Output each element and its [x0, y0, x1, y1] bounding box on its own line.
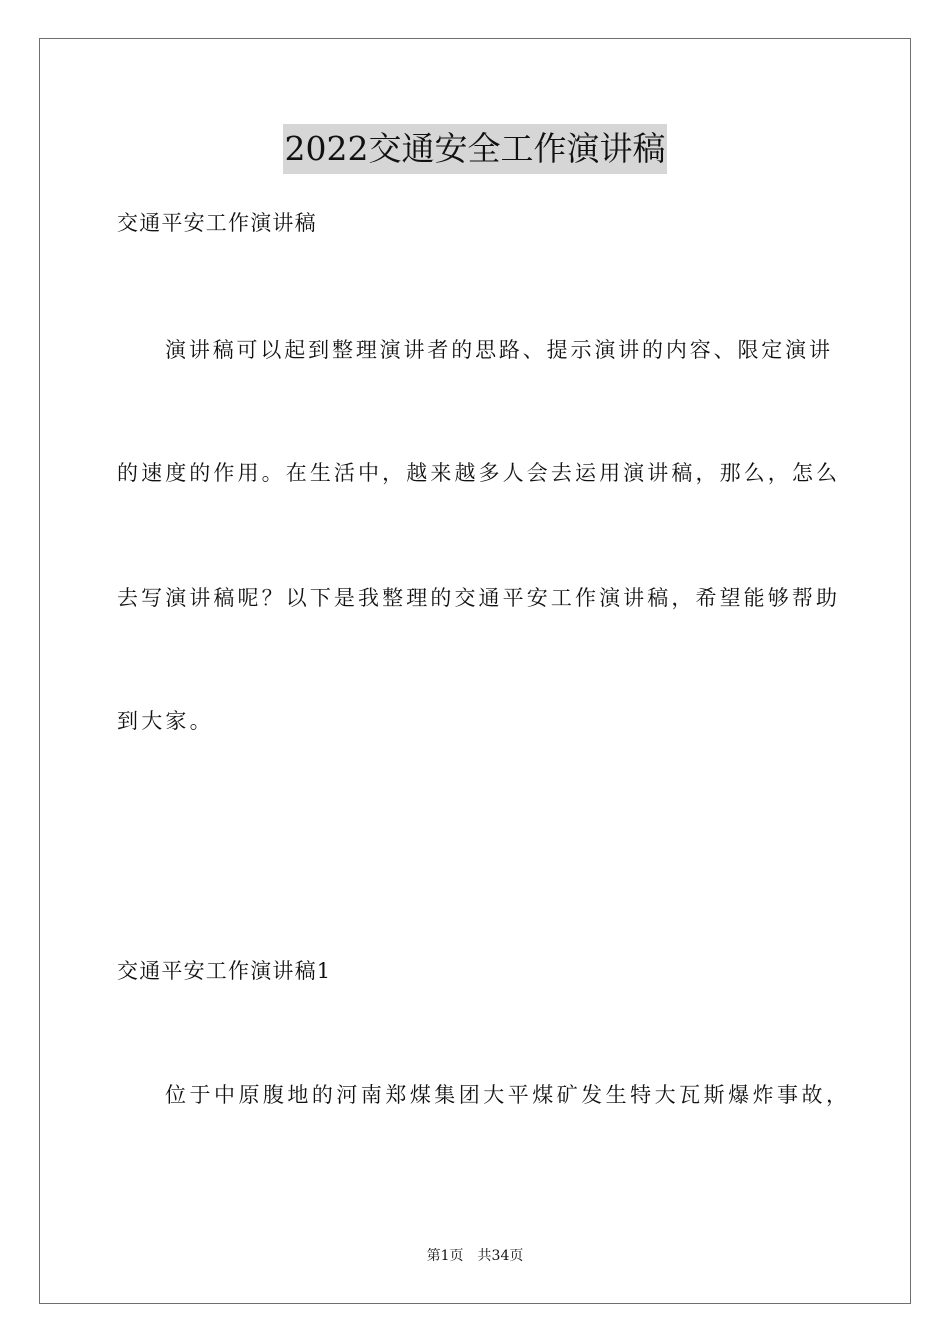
subtitle: 交通平安工作演讲稿 [117, 211, 317, 235]
title-highlight: 2022交通安全工作演讲稿 [283, 124, 668, 174]
page-footer [0, 1246, 950, 1266]
paragraph-line-3: 去写演讲稿呢？以下是我整理的交通平安工作演讲稿，希望能够帮助 [117, 586, 837, 610]
page-number: 第1页 [426, 1248, 464, 1264]
document-title [0, 124, 950, 174]
section-paragraph-line-1: 位于中原腹地的河南郑煤集团大平煤矿发生特大瓦斯爆炸事故， [165, 1083, 847, 1107]
paragraph-line-1: 演讲稿可以起到整理演讲者的思路、提示演讲的内容、限定演讲 [165, 338, 830, 362]
paragraph-line-2: 的速度的作用。在生活中，越来越多人会去运用演讲稿，那么，怎么 [117, 461, 837, 485]
paragraph-line-4: 到大家。 [117, 709, 214, 733]
section-heading: 交通平安工作演讲稿1 [117, 959, 332, 983]
page-total: 共34页 [477, 1248, 524, 1264]
